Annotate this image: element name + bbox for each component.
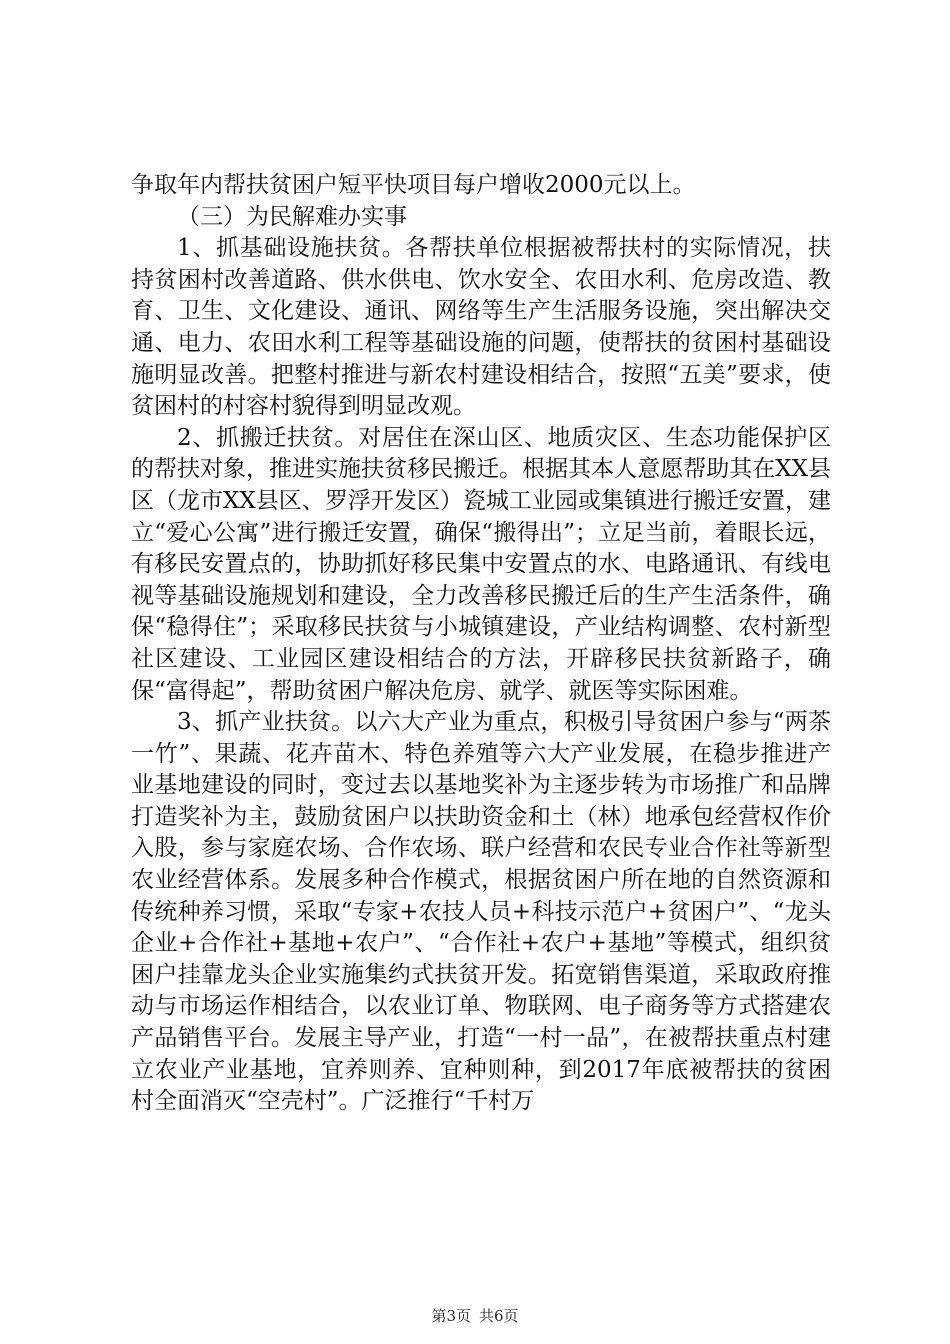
page-footer xyxy=(0,1306,950,1326)
paragraph-continuation: 争取年内帮扶贫困户短平快项目每户增收2000元以上。 xyxy=(131,172,696,198)
paragraph-industry: 3、抓产业扶贫。以六大产业为重点，积极引导贫困户参与“两茶一竹”、果蔬、花卉苗木、特色养殖等六大产业发展，在稳步推进产业基地建设的同时，变过去以基地奖补为主逐步转为市场推广和品牌打造奖补为主，鼓励贫困户以扶助资金和土（林）地承包经营权作价入股，参与家庭农场、合作农场、联户经营和农民专业合作社等新型农业经营体系。发展多种合作模式，根据贫困户所在地的自然资源和传统种养习惯，采取“专家+农技人员+科技示范户+贫困户”、“龙头企业+合作社+基地+农户”、“合作社+农户+基地”等模式，组织贫困户挂靠龙头企业实施集约式扶贫开发。拓宽销售渠道，采取政府推动与市场运作相结合，以农业订单、物联网、电子商务等方式搭建农产品销售平台。发展主导产业，打造“一村一品”，在被帮扶重点村建立农业产业基地，宜养则养、宜种则种，到2017年底被帮扶的贫困村全面消灭“空壳村”。广泛推行“千村万 xyxy=(131,709,831,1115)
paragraph-infrastructure: 1、抓基础设施扶贫。各帮扶单位根据被帮扶村的实际情况，扶持贫困村改善道路、供水供电、饮水安全、农田水利、危房改造、教育、卫生、文化建设、通讯、网络等生产生活服务设施，突出解决交通、电力、农田水利工程等基础设施的问题，使帮扶的贫困村基础设施明显改善。把整村推进与新农村建设相结合，按照“五美”要求，使贫困村的村容村貌得到明显改观。 xyxy=(131,235,831,420)
document-body xyxy=(131,170,831,1118)
section-heading: （三）为民解难办实事 xyxy=(177,203,407,230)
page-number: 第3页 xyxy=(431,1307,471,1325)
page-total: 共6页 xyxy=(479,1307,519,1325)
paragraph-relocation: 2、抓搬迁扶贫。对居住在深山区、地质灾区、生态功能保护区的帮扶对象，推进实施扶贫移民搬迁。根据其本人意愿帮助其在XX县区（龙市XX县区、罗浮开发区）瓷城工业园或集镇进行搬迁安置，建立“爱心公寓”进行搬迁安置，确保“搬得出”；立足当前，着眼长远，有移民安置点的，协助抓好移民集中安置点的水、电路通讯、有线电视等基础设施规划和建设，全力改善移民搬迁后的生产生活条件，确保“稳得住”；采取移民扶贫与小城镇建设，产业结构调整、农村新型社区建设、工业园区建设相结合的方法，开辟移民扶贫新路子，确保“富得起”，帮助贫困户解决危房、就学、就医等实际困难。 xyxy=(131,424,831,704)
